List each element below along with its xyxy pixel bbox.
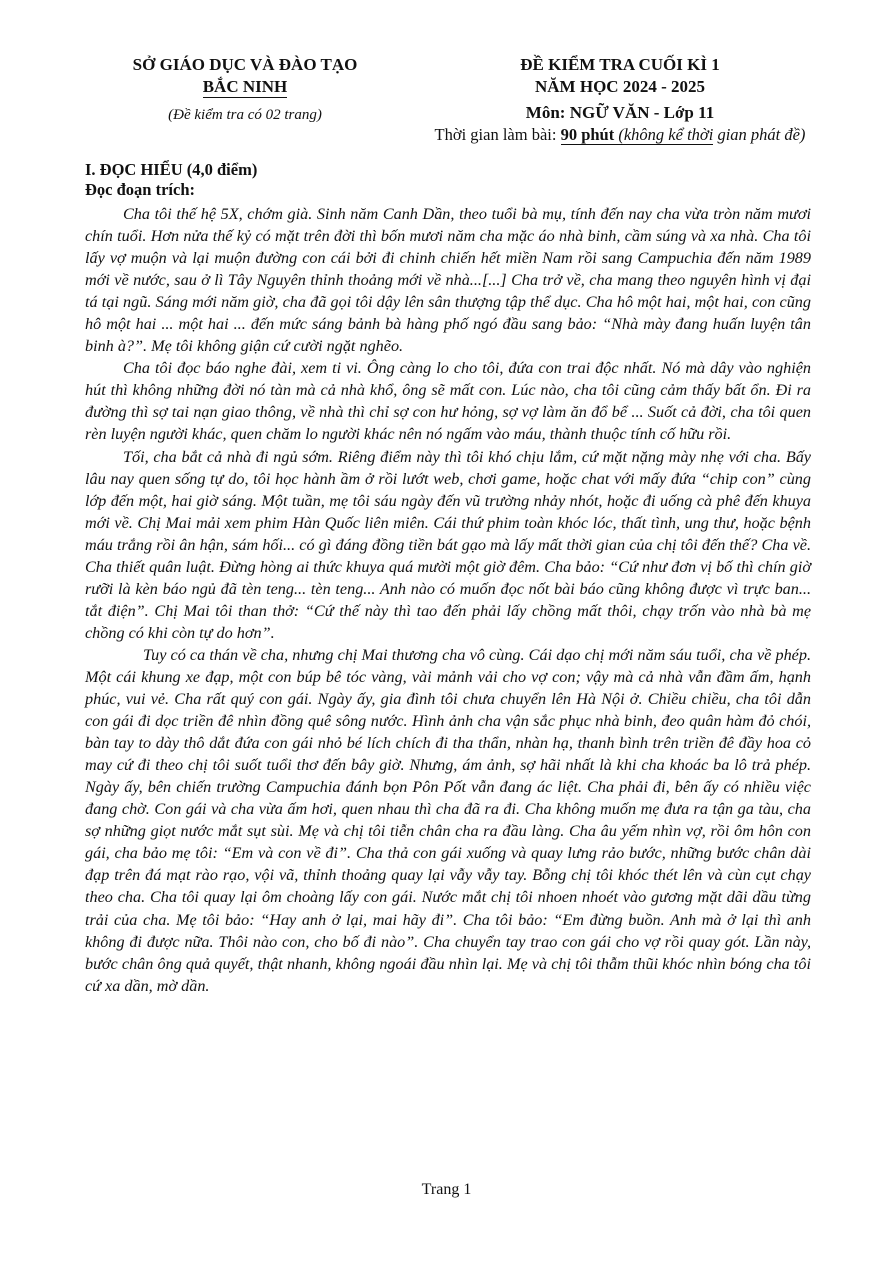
header-left — [100, 54, 390, 125]
time-note-part1: (không kể thời — [614, 125, 714, 144]
passage-paragraph: Tuy có ca thán về cha, nhưng chị Mai thương cha vô cùng. Cái dạo chị mới năm sáu tuổi, cha về phép. Một cái khung xe đạp, một con búp bê tóc vàng, vài mảnh vải cho vợ con; vậy mà cả nhà vẫn đầm ấm, hạnh phúc, vui vẻ. Cha rất quý con gái. Ngày ấy, gia đình tôi chưa chuyển lên Hà Nội ở. Chiều chiều, cha tôi dẫn con gái đi dọc triền đê nhìn đồng quê sông nước. Hình ảnh cha vận sắc phục nhà binh, đeo quân hàm đỏ chói, bàn tay to dày thô dắt đứa con gái nhỏ bé lích chích đi tha thẩn, nhàn hạ, thanh bình trên triền đê đầy hoa cỏ may cứ đi theo chị tôi suốt tuổi thơ đến bây giờ. Nhưng, ám ảnh, sợ hãi nhất là khi cha khoác ba lô trả phép. Ngày ấy, bên chiến trường Campuchia đánh bọn Pôn Pốt vẫn đang ác liệt. Cha phải đi, bên ấy có nhiều việc đang chờ. Con gái và cha vừa ấm hơi, quen nhau thì cha đã ra đi. Cha không muốn mẹ đưa ra tận ga tàu, cha sợ những giọt nước mắt sụt sùi. Mẹ và chị tôi tiễn chân cha ra đầu làng. Cha âu yếm nhìn vợ, rồi ôm hôn con gái, cha bảo mẹ tôi: “Em và con về đi”. Cha thả con gái xuống và quay lưng rảo bước, những bước chân dài đạp trên đá mạt rào rạo, vội vã, thỉnh thoảng quay lại vẫy vẫy tay. Bỗng chị tôi khóc thét lên và cùn cụt chạy theo cha. Cha tôi quay lại ôm choàng lấy con gái. Nước mắt chị tôi nhoen nhoét vào gương mặt dãi dầu từng trải của cha. Mẹ tôi bảo: “Hay anh ở lại, mai hãy đi”. Cha tôi bảo: “Em đừng buồn. Anh mà ở lại thì anh không đi được nữa. Thôi nào con, cho bố đi nào”. Cha chuyển tay trao con gái cho vợ rồi quay gót. Lần này, bước chân ông quả quyết, thật nhanh, không ngoái đầu nhìn lại. Mẹ và chị tôi thẫm thũi khóc nhìn bóng cha tôi cứ xa dần, mờ dần. — [85, 645, 811, 995]
passage-paragraph: Tối, cha bắt cả nhà đi ngủ sớm. Riêng điểm này thì tôi khó chịu lắm, cứ mặt nặng mày nhẹ với cha. Bấy lâu nay quen sống tự do, tôi học hành ầm ở rồi lướt web, chơi game, hoặc chat với mấy đứa “chip con” cùng lớp đến một, hai giờ sáng. Một tuần, mẹ tôi sáu ngày đến vũ trường nhảy nhót, hoặc đi uống cà phê đến khuya mới về. Chị Mai mải xem phim Hàn Quốc liên miên. Cái thứ phim toàn khóc lóc, thất tình, ung thư, hoặc bệnh máu trắng rồi ân hận, sám hối... có gì đáng đồng tiền bát gạo mà lấy mất thời gian của chị tôi đến thế? Cha về. Cha thiết quân luật. Đừng hòng ai thức khuya quá mười một giờ đêm. Cha bảo: “Cứ như đơn vị bố thì chín giờ rưỡi là kèn báo ngủ đã tèn teng... tèn teng... Anh nào có muốn đọc nốt bài báo cũng không được vì trực ban... tắt điện”. Chị Mai tôi than thở: “Cứ thế này thì tao đến phải lấy chồng mất thôi, chạy trốn vào nhà bà mẹ chồng có khi còn tự do hơn”. — [85, 447, 811, 642]
passage-paragraph: Cha tôi thế hệ 5X, chớm già. Sinh năm Canh Dần, theo tuổi bà mụ, tính đến nay cha vừa tròn năm mươi chín tuổi. Hơn nửa thế kỷ có mặt trên đời thì bốn mươi năm cha mặc áo nhà binh, cầm súng và xa nhà. Cha tôi lấy vợ muộn và lại muộn đường con cái bởi đi chinh chiến hết miền Nam rồi sang Campuchia đến năm 1989 mới về nước, sau ở lì Tây Nguyên thỉnh thoảng mới về nhà...[...] Cha trở về, cha mang theo nguyên hình vị đại tá tại ngũ. Sáng mới năm giờ, cha đã gọi tôi dậy lên sân thượng tập thể dục. Cha hô một hai, một hai, con cũng hô một hai ... một hai ... đến mức sáng bảnh bà hàng phố ngó đầu sang bảo: “Nhà mày đang huấn luyện tân binh à?”. Mẹ tôi không giận cứ cười ngặt nghẽo. — [85, 205, 811, 356]
province-name: BẮC NINH — [202, 77, 288, 96]
department-name: SỞ GIÁO DỤC VÀ ĐÀO TẠO — [132, 55, 358, 74]
exam-title: ĐỀ KIỂM TRA CUỐI KÌ 1 — [520, 55, 720, 74]
time-value: 90 phút — [560, 125, 615, 144]
section-title: I. ĐỌC HIỂU (4,0 điểm) — [85, 160, 258, 179]
passage-paragraph: Cha tôi đọc báo nghe đài, xem ti vi. Ông càng lo cho tôi, đứa con trai độc nhất. Nó mà dây vào nghiện hút thì không những đời nó tàn mà cả nhà khổ, ông sẽ mất con. Lúc nào, cha tôi cũng cảm thấy bất ổn. Đi ra đường thì sợ tai nạn giao thông, về nhà thì chỉ sợ con hư hỏng, sợ vợ làm ăn đổ bể ... Suốt cả đời, cha tôi quen rèn luyện người khác, quen chăm lo người khác nên nó ngấm vào máu, thành thuộc tính cố hữu rồi. — [85, 359, 811, 444]
school-year: NĂM HỌC 2024 - 2025 — [535, 77, 705, 96]
section-subtitle: Đọc đoạn trích: — [85, 180, 195, 199]
time-note-part2: gian phát đề) — [713, 125, 806, 144]
page-count-note: (Đề kiểm tra có 02 trang) — [168, 107, 322, 123]
page-number: Trang 1 — [421, 1181, 472, 1198]
header-right — [380, 54, 860, 146]
time-prefix: Thời gian làm bài: — [434, 125, 561, 144]
reading-passage — [85, 203, 811, 997]
subject-line: Môn: NGỮ VĂN - Lớp 11 — [525, 103, 715, 122]
time-allowed — [380, 124, 860, 146]
